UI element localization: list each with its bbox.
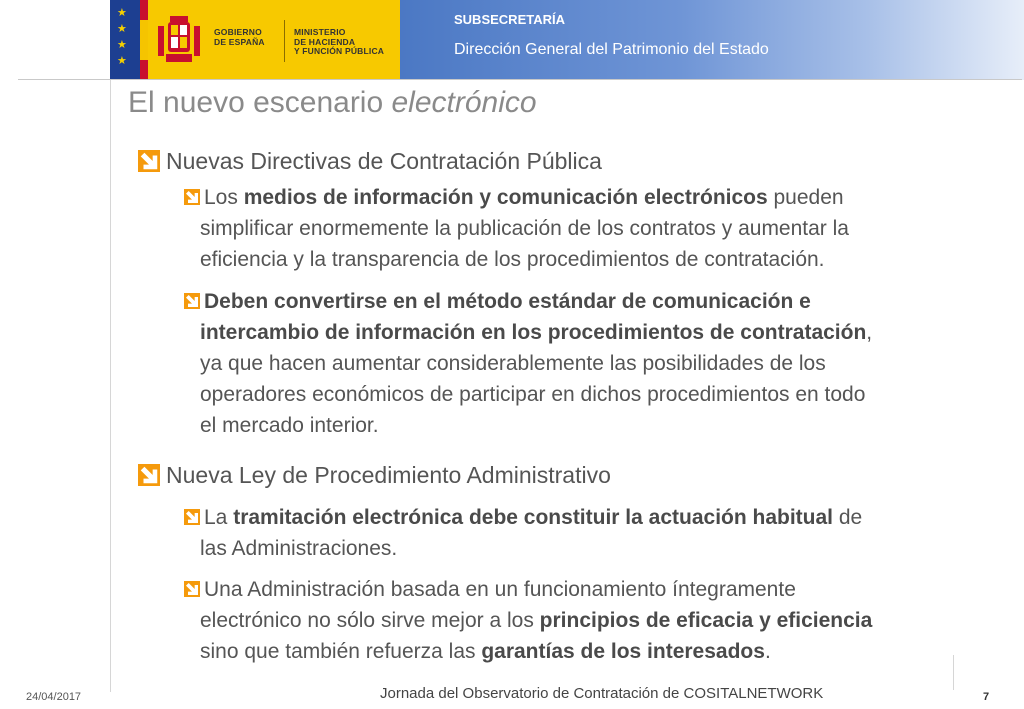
arrow-bullet-icon: [138, 464, 160, 486]
star-icon: ★: [117, 7, 127, 19]
arrow-bullet-icon: [184, 509, 200, 525]
left-margin-line: [110, 80, 111, 692]
section1-heading: Nuevas Directivas de Contratación Pública: [138, 148, 602, 175]
subsecretaria-band: [400, 0, 1024, 80]
eu-flag-strip: [110, 0, 140, 80]
page-number: 7: [983, 691, 990, 703]
section2-bullet2: Una Administración basada en un funcionamiento íntegramente electrónico no sólo sirve mejor a los principios de eficacia y eficiencia sino que también refuerza las garantías de los interesados.: [184, 574, 984, 667]
slide-title: El nuevo escenario electrónico: [128, 86, 537, 119]
slide-header: [0, 0, 1024, 80]
header-divider: [18, 79, 1022, 80]
star-icon: ★: [117, 23, 127, 35]
coat-of-arms-icon: [156, 12, 202, 68]
arrow-bullet-icon: [184, 293, 200, 309]
ministerio-text: MINISTERIO DE HACIENDA Y FUNCIÓN PÚBLICA: [294, 27, 385, 56]
logo-divider: [284, 20, 285, 62]
arrow-bullet-icon: [184, 189, 200, 205]
spain-flag-bar: [140, 0, 148, 80]
government-logo-band: [148, 0, 400, 80]
gobierno-text: GOBIERNO DE ESPAÑA: [214, 27, 265, 47]
section2-bullet1: La tramitación electrónica debe constituir la actuación habitual de las Administraciones.: [184, 502, 984, 564]
footer-event: Jornada del Observatorio de Contratación de COSITALNETWORK: [380, 685, 824, 702]
section1-bullet2: Deben convertirse en el método estándar de comunicación e intercambio de información en los procedimientos de contratación, ya que hacen aumentar considerablemente las posibilidades de los operadores económicos de participar en dichos procedimientos en todo el mercado interior.: [184, 286, 984, 441]
section1-bullet1: Los medios de información y comunicación electrónicos pueden simplificar enormemente la publicación de los contratos y aumentar la eficiencia y la transparencia de los procedimientos de contratación.: [184, 182, 984, 275]
star-icon: ★: [117, 55, 127, 67]
arrow-bullet-icon: [138, 150, 160, 172]
section2-heading: Nueva Ley de Procedimiento Administrativo: [138, 462, 611, 489]
direccion-label: Dirección General del Patrimonio del Estado: [454, 41, 769, 58]
footer-divider: [953, 655, 954, 690]
subsecretaria-label: SUBSECRETARÍA: [454, 12, 565, 27]
star-icon: ★: [117, 39, 127, 51]
arrow-bullet-icon: [184, 581, 200, 597]
footer-date: 24/04/2017: [26, 691, 82, 703]
